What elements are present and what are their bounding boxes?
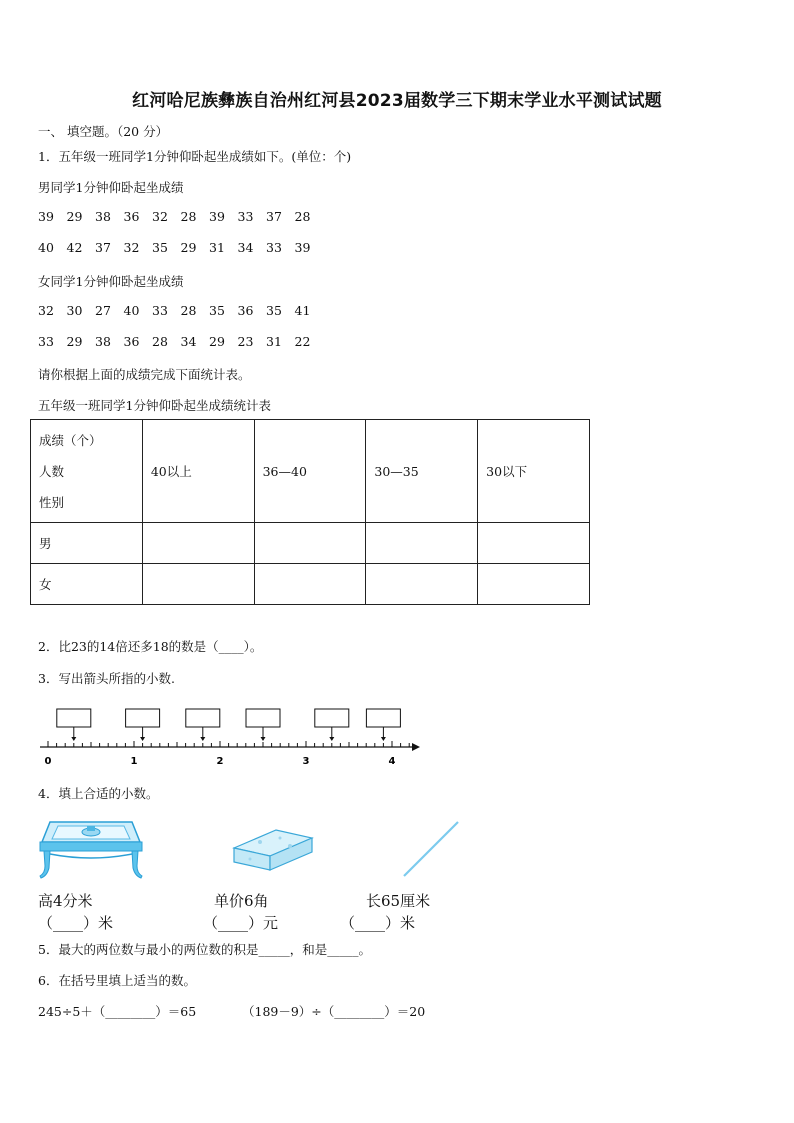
score-value: 29 bbox=[66, 334, 83, 349]
statistics-table bbox=[30, 419, 590, 605]
row-label: 女 bbox=[31, 564, 143, 605]
score-value: 35 bbox=[266, 303, 282, 318]
score-value: 42 bbox=[66, 240, 83, 255]
section-heading: 一、 填空题。（20 分） bbox=[38, 124, 169, 139]
table-title: 五年级一班同学1分钟仰卧起坐成绩统计表 bbox=[38, 398, 271, 413]
question-3: 3．写出箭头所指的小数. bbox=[38, 671, 175, 686]
question-2: 2．比23的14倍还多18的数是（____）。 bbox=[38, 639, 263, 654]
item-answer-blank[interactable]: （____）米 bbox=[38, 914, 114, 932]
row-label: 男 bbox=[31, 523, 143, 564]
score-value: 35 bbox=[209, 303, 225, 318]
score-value: 29 bbox=[209, 334, 225, 349]
arrow-answer-box[interactable] bbox=[57, 709, 91, 741]
score-value: 38 bbox=[95, 334, 111, 349]
arrow-answer-box[interactable] bbox=[126, 709, 160, 741]
table-instruction: 请你根据上面的成绩完成下面统计表。 bbox=[38, 367, 251, 382]
table-cell[interactable] bbox=[366, 564, 478, 605]
girls-scores-row bbox=[38, 334, 323, 349]
table-cell[interactable] bbox=[366, 523, 478, 564]
number-line-label: 1 bbox=[130, 756, 138, 767]
score-value: 39 bbox=[209, 209, 225, 224]
table-cell[interactable] bbox=[478, 564, 590, 605]
item-label: 高4分米 bbox=[38, 892, 93, 910]
score-value: 36 bbox=[123, 334, 140, 349]
table-furniture-image bbox=[36, 818, 146, 884]
question-6: 6．在括号里填上适当的数。 bbox=[38, 973, 196, 988]
boys-scores-row bbox=[38, 209, 323, 224]
boys-scores-row bbox=[38, 240, 323, 255]
score-value: 33 bbox=[266, 240, 282, 255]
corner-label-count: 人数 bbox=[39, 463, 65, 479]
score-value: 23 bbox=[237, 334, 254, 349]
score-value: 22 bbox=[294, 334, 311, 349]
item-answer-blank[interactable]: （____）米 bbox=[340, 914, 416, 932]
eraser-image bbox=[230, 826, 315, 874]
table-cell[interactable] bbox=[254, 523, 366, 564]
score-value: 29 bbox=[180, 240, 197, 255]
number-line-label: 0 bbox=[44, 756, 52, 767]
score-value: 28 bbox=[180, 209, 197, 224]
arrow-answer-box[interactable] bbox=[315, 709, 349, 741]
score-value: 36 bbox=[237, 303, 254, 318]
score-value: 28 bbox=[294, 209, 311, 224]
score-value: 29 bbox=[66, 209, 83, 224]
score-value: 34 bbox=[237, 240, 254, 255]
score-value: 38 bbox=[95, 209, 111, 224]
score-value: 37 bbox=[95, 240, 111, 255]
column-header: 30以下 bbox=[478, 420, 590, 523]
number-line-label: 4 bbox=[388, 756, 396, 767]
score-value: 27 bbox=[95, 303, 111, 318]
score-value: 36 bbox=[123, 209, 140, 224]
stick-image bbox=[400, 820, 462, 878]
document-title: 红河哈尼族彝族自治州红河县2023届数学三下期末学业水平测试试题 bbox=[132, 91, 662, 111]
score-value: 39 bbox=[38, 209, 54, 224]
table-header-row bbox=[31, 420, 590, 523]
score-value: 30 bbox=[66, 303, 83, 318]
table-corner-cell bbox=[31, 420, 143, 523]
score-value: 39 bbox=[294, 240, 311, 255]
table-cell[interactable] bbox=[142, 564, 254, 605]
corner-label-gender: 性别 bbox=[39, 494, 65, 510]
score-value: 40 bbox=[38, 240, 54, 255]
question-4: 4．填上合适的小数。 bbox=[38, 786, 159, 801]
score-value: 28 bbox=[180, 303, 197, 318]
score-value: 41 bbox=[294, 303, 311, 318]
item-label: 单价6角 bbox=[214, 892, 269, 910]
score-value: 33 bbox=[152, 303, 168, 318]
score-value: 28 bbox=[152, 334, 168, 349]
table-row bbox=[31, 523, 590, 564]
number-line-arrowhead bbox=[412, 743, 420, 751]
number-line-label: 2 bbox=[216, 756, 224, 767]
equation-2[interactable]: （189－9）÷（________）＝20 bbox=[242, 1004, 426, 1019]
girls-scores-label: 女同学1分钟仰卧起坐成绩 bbox=[38, 274, 184, 289]
question-1-prompt: 1．五年级一班同学1分钟仰卧起坐成绩如下。(单位：个) bbox=[38, 149, 352, 164]
arrow-answer-box[interactable] bbox=[366, 709, 400, 741]
score-value: 32 bbox=[123, 240, 140, 255]
score-value: 33 bbox=[237, 209, 254, 224]
score-value: 32 bbox=[152, 209, 168, 224]
item-label: 长65厘米 bbox=[366, 892, 431, 910]
score-value: 33 bbox=[38, 334, 54, 349]
number-line-figure bbox=[36, 702, 426, 772]
column-header: 30—35 bbox=[366, 420, 478, 523]
question-5: 5．最大的两位数与最小的两位数的积是_____，和是_____。 bbox=[38, 942, 371, 957]
corner-label-score: 成绩（个） bbox=[39, 432, 102, 448]
score-value: 40 bbox=[123, 303, 140, 318]
item-answer-blank[interactable]: （____）元 bbox=[203, 914, 279, 932]
score-value: 34 bbox=[180, 334, 197, 349]
score-value: 31 bbox=[209, 240, 225, 255]
table-cell[interactable] bbox=[142, 523, 254, 564]
column-header: 36—40 bbox=[254, 420, 366, 523]
arrow-answer-box[interactable] bbox=[246, 709, 280, 741]
table-row bbox=[31, 564, 590, 605]
arrow-answer-box[interactable] bbox=[186, 709, 220, 741]
table-cell[interactable] bbox=[254, 564, 366, 605]
score-value: 32 bbox=[38, 303, 54, 318]
column-header: 40以上 bbox=[142, 420, 254, 523]
table-cell[interactable] bbox=[478, 523, 590, 564]
number-line-label: 3 bbox=[302, 756, 310, 767]
girls-scores-row bbox=[38, 303, 323, 318]
boys-scores-label: 男同学1分钟仰卧起坐成绩 bbox=[38, 180, 184, 195]
score-value: 37 bbox=[266, 209, 282, 224]
score-value: 35 bbox=[152, 240, 168, 255]
equation-1[interactable]: 245÷5＋（________）＝65 bbox=[38, 1004, 197, 1019]
score-value: 31 bbox=[266, 334, 282, 349]
number-line-ticks bbox=[48, 741, 409, 747]
